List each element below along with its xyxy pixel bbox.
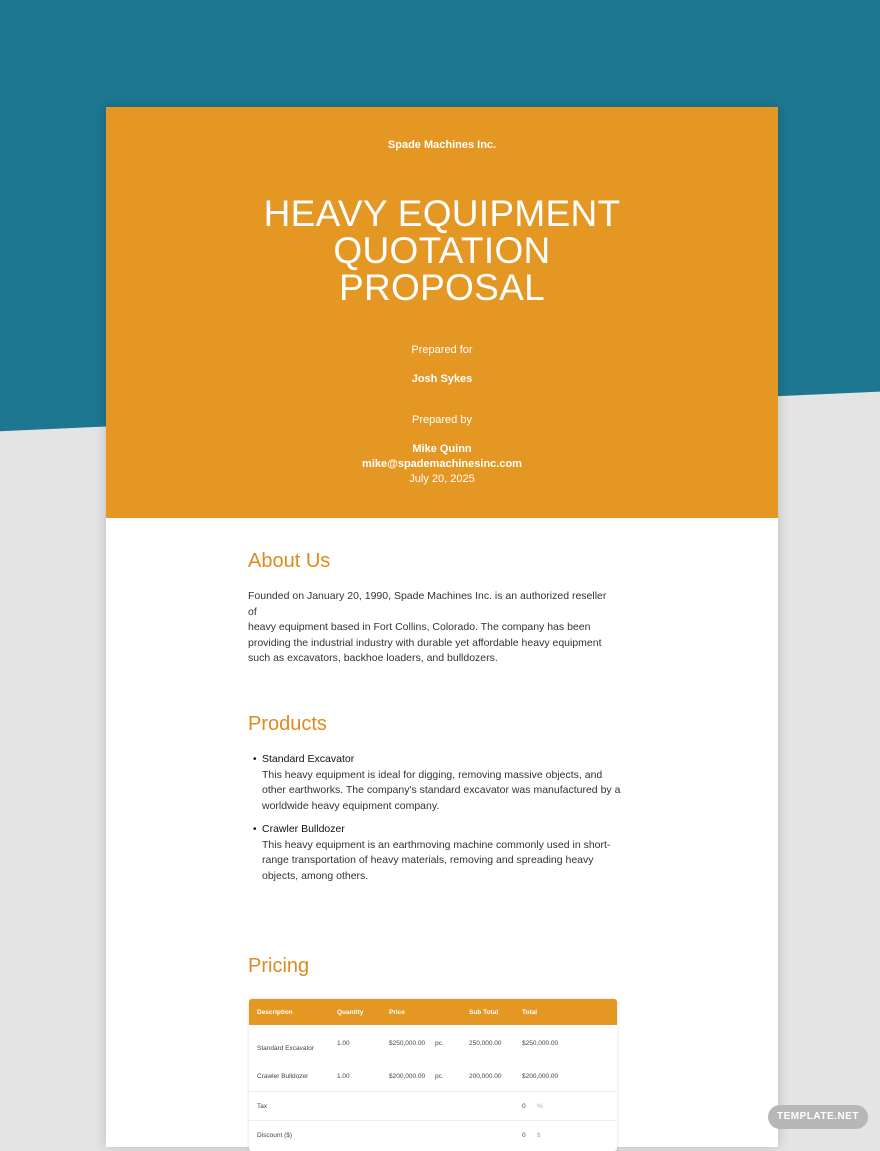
product-desc-line: This heavy equipment is ideal for digging, removing massive objects, and <box>262 768 603 781</box>
bullet-icon: • <box>253 754 257 765</box>
table-header <box>249 999 617 1025</box>
proposal-date: July 20, 2025 <box>409 473 475 485</box>
cell-quantity: 1.00 <box>337 1040 350 1047</box>
title-line-3: PROPOSAL <box>339 267 545 308</box>
product-desc-line: objects, among others. <box>262 869 369 882</box>
tax-unit: % <box>537 1103 543 1110</box>
column-header: Total <box>522 1009 538 1016</box>
discount-label: Discount ($) <box>257 1132 293 1139</box>
tax-value: 0 <box>522 1103 526 1110</box>
cell-price: $200,000.00 <box>389 1073 426 1080</box>
column-header: Quantity <box>337 1009 364 1016</box>
column-header: Sub Total <box>469 1009 499 1016</box>
about-line: heavy equipment based in Fort Collins, Colorado. The company has been <box>248 621 591 633</box>
product-item <box>248 822 628 884</box>
prepared-by-label: Prepared by <box>412 414 472 426</box>
pricing-table <box>249 999 617 1151</box>
prepared-by-name: Mike Quinn <box>412 443 472 455</box>
about-line: providing the industrial industry with durable yet affordable heavy equipment <box>248 636 602 649</box>
prepared-by-email: mike@spademachinesinc.com <box>362 458 522 470</box>
template-net-watermark[interactable]: TEMPLATE.NET <box>768 1105 868 1129</box>
cell-subtotal: 200,000.00 <box>469 1073 502 1080</box>
about-line: Founded on January 20, 1990, Spade Machines Inc. is an authorized reseller of <box>248 590 607 618</box>
cell-total: $250,000.00 <box>522 1040 559 1047</box>
tax-row <box>249 1091 617 1120</box>
cell-unit: pc. <box>435 1073 444 1080</box>
product-desc-line: This heavy equipment is an earthmoving machine commonly used in short- <box>262 838 611 851</box>
product-item <box>248 752 628 814</box>
product-desc-line: worldwide heavy equipment company. <box>262 799 440 812</box>
about-paragraph <box>248 589 618 667</box>
cover-section <box>106 107 778 518</box>
product-name: Crawler Bulldozer <box>262 823 345 835</box>
cell-total: $200,000.00 <box>522 1073 559 1080</box>
pricing-heading: Pricing <box>248 955 310 977</box>
cell-unit: pc. <box>435 1040 444 1047</box>
bullet-icon: • <box>253 824 257 835</box>
title-line-2: QUOTATION <box>333 230 551 271</box>
discount-row <box>249 1120 617 1151</box>
tax-label: Tax <box>257 1103 268 1110</box>
product-description <box>262 768 628 815</box>
prepared-for-label: Prepared for <box>411 344 473 356</box>
discount-unit: $ <box>537 1132 541 1139</box>
product-name: Standard Excavator <box>262 753 355 765</box>
cell-description: Crawler Bulldozer <box>257 1073 309 1080</box>
discount-value: 0 <box>522 1132 526 1139</box>
cell-subtotal: 250,000.00 <box>469 1040 502 1047</box>
table-row <box>249 1059 617 1091</box>
product-description <box>262 838 628 885</box>
cell-price: $250,000.00 <box>389 1040 426 1047</box>
product-desc-line: range transportation of heavy materials, removing and spreading heavy <box>262 854 594 866</box>
column-header: Description <box>257 1009 293 1016</box>
about-line: such as excavators, backhoe loaders, and bulldozers. <box>248 652 498 664</box>
prepared-for-name: Josh Sykes <box>411 373 473 385</box>
company-name: Spade Machines Inc. <box>387 139 497 151</box>
column-header: Price <box>389 1009 405 1016</box>
document-page <box>106 107 778 1147</box>
table-row <box>249 1025 617 1059</box>
title-line-1: HEAVY EQUIPMENT <box>263 193 621 234</box>
cell-quantity: 1.00 <box>337 1073 350 1080</box>
document-title <box>106 195 778 306</box>
products-heading: Products <box>248 713 327 735</box>
cell-description: Standard Excavator <box>257 1045 315 1052</box>
product-desc-line: other earthworks. The company's standard excavator was manufactured by a <box>262 784 621 796</box>
about-heading: About Us <box>248 550 331 572</box>
